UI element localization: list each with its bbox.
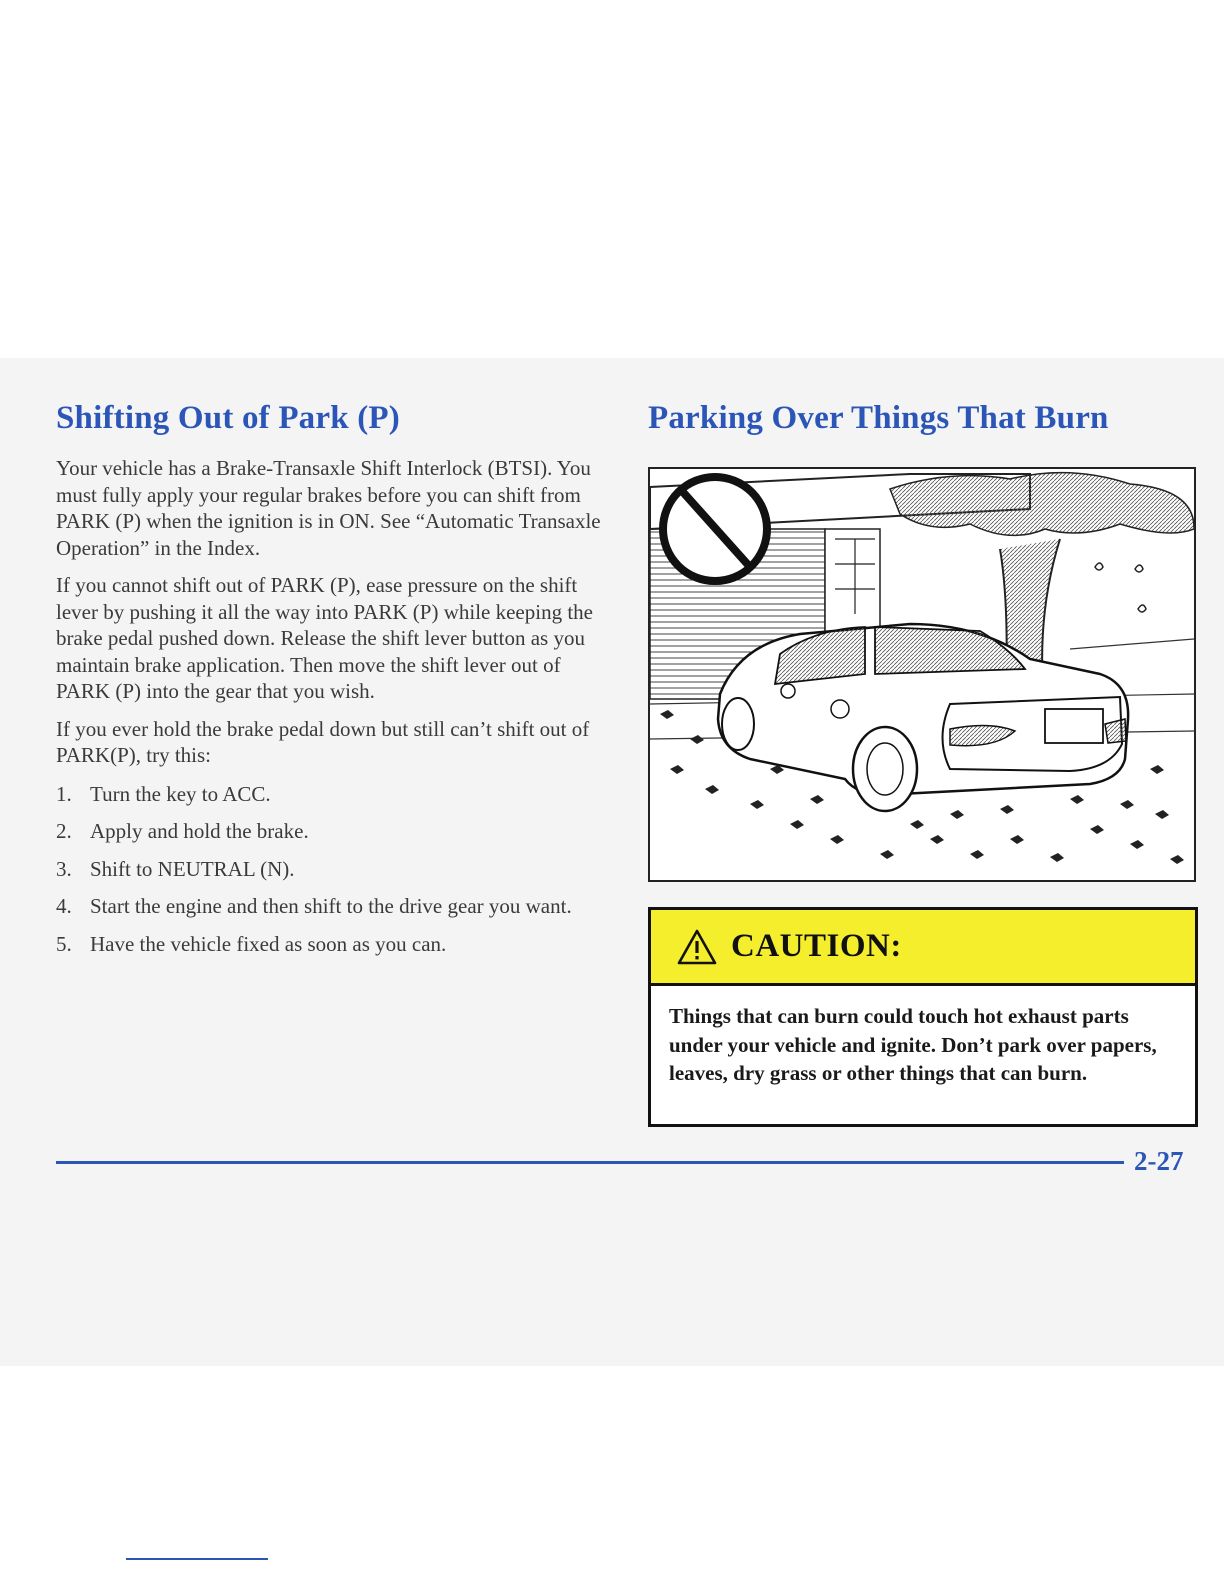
step-text: Have the vehicle fixed as soon as you can. — [90, 931, 447, 956]
page-number: 2-27 — [1134, 1146, 1184, 1176]
section-title-parking: Parking Over Things That Burn — [648, 400, 1109, 436]
list-item — [56, 931, 616, 958]
step-number: 5. — [56, 931, 72, 956]
step-number: 4. — [56, 894, 72, 918]
list-item — [56, 856, 616, 883]
front-wheel — [722, 698, 754, 750]
list-item — [56, 818, 616, 845]
license-plate — [1045, 709, 1103, 743]
steps-list — [56, 781, 616, 958]
list-item — [56, 893, 616, 920]
rear-wheel — [853, 727, 917, 811]
paragraph-ease-pressure: If you cannot shift out of PARK (P), ease pressure on the shift lever by pushing it all the way into PARK (P) while keeping the brake pedal pushed down. Release the shift lever button as you maintain brake application. Then move the shift lever out of PARK (P) into the gear that you wish. — [56, 573, 593, 703]
step-text: Shift to NEUTRAL (N). — [90, 856, 295, 881]
step-number: 3. — [56, 856, 72, 881]
right-column — [648, 400, 1198, 437]
left-column — [56, 400, 616, 968]
warning-triangle-icon — [677, 929, 717, 965]
footer-rule — [56, 1161, 1124, 1164]
step-number: 1. — [56, 781, 72, 806]
tree-foliage — [890, 473, 1194, 536]
caution-text: Things that can burn could touch hot exhaust parts under your vehicle and ignite. Don’t park over papers, leaves, dry grass or other things that can burn. — [669, 1004, 1157, 1085]
step-text: Apply and hold the brake. — [90, 819, 309, 843]
list-item — [56, 781, 616, 808]
section-title-shifting: Shifting Out of Park (P) — [56, 400, 400, 436]
no-parking-prohibition-icon — [663, 477, 767, 581]
parked-car-illustration — [648, 467, 1196, 882]
bottom-rule — [126, 1558, 268, 1560]
caution-label: CAUTION: — [731, 928, 902, 964]
paragraph-btsi: Your vehicle has a Brake-Transaxle Shift Interlock (BTSI). You must fully apply your regular brakes before you can shift from PARK (P) when the ignition is in ON. See “Automatic Transaxle Operation” in the Index. — [56, 456, 601, 560]
step-text: Start the engine and then shift to the drive gear you want. — [90, 894, 572, 918]
caution-header — [651, 910, 1195, 986]
paragraph-try-this: If you ever hold the brake pedal down but still can’t shift out of PARK(P), try this: — [56, 716, 590, 767]
car-over-leaves-drawing — [650, 469, 1194, 880]
step-text: Turn the key to ACC. — [90, 781, 271, 806]
caution-box — [648, 907, 1198, 1127]
step-number: 2. — [56, 819, 72, 843]
